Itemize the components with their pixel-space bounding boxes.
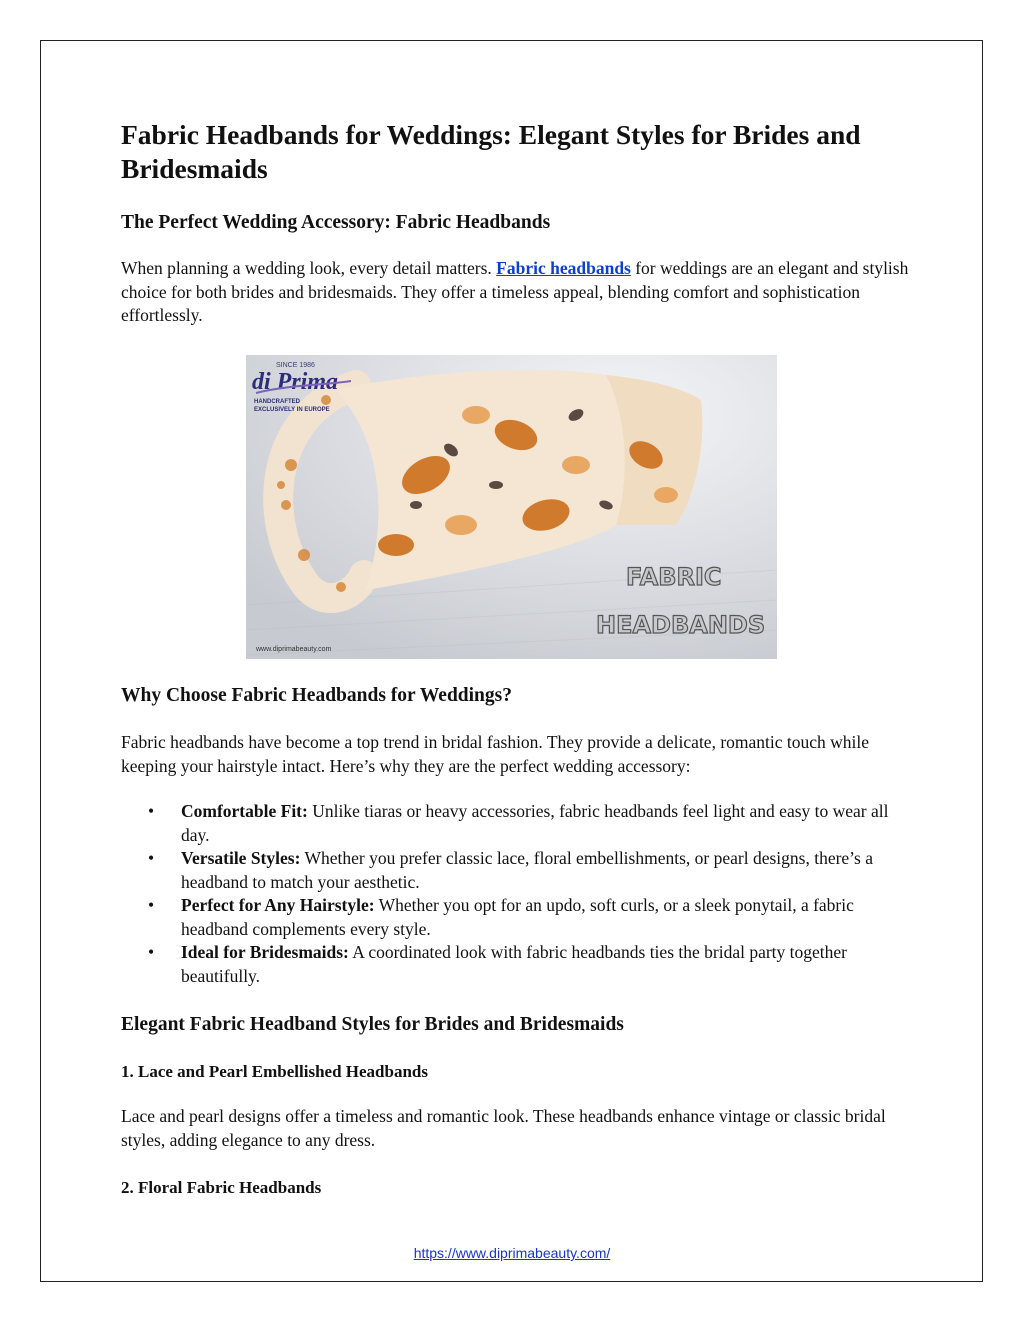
- section2-intro: Fabric headbands have become a top trend in bridal fashion. They provide a delicate, romantic touch while keeping your hairstyle intact. Here’s why they are the perfect wedding accessory:: [121, 732, 870, 776]
- logo-europe-text: EXCLUSIVELY IN EUROPE: [254, 407, 330, 413]
- benefits-list: [121, 800, 911, 988]
- subsection2-heading: 2. Floral Fabric Headbands: [121, 1178, 322, 1197]
- fabric-headbands-link[interactable]: Fabric headbands: [496, 258, 631, 278]
- section3-heading: Elegant Fabric Headband Styles for Brides and Bridesmaids: [121, 1014, 624, 1035]
- section1-heading: The Perfect Wedding Accessory: Fabric Headbands: [121, 212, 551, 233]
- logo-brand-text: di Prima: [252, 369, 339, 395]
- logo-since-text: SINCE 1986: [276, 362, 315, 369]
- list-item: [121, 847, 911, 894]
- document-body: [121, 118, 911, 328]
- section1-text-after: for weddings are an elegant and stylish choice for both brides and bridesmaids. They offer a timeless appeal, blending comfort and sophistication effortlessly.: [121, 258, 909, 325]
- section2-heading: Why Choose Fabric Headbands for Weddings?: [121, 685, 512, 706]
- headband-illustration: [246, 355, 777, 659]
- list-item-label: Ideal for Bridesmaids:: [181, 942, 349, 962]
- list-item-label: Perfect for Any Hairstyle:: [181, 895, 375, 915]
- logo-handcrafted-text: HANDCRAFTED: [254, 399, 300, 405]
- overlay-fabric-text: FABRIC: [626, 563, 722, 591]
- section1-text-before: When planning a wedding look, every detail matters.: [121, 258, 497, 278]
- subsection1-heading: 1. Lace and Pearl Embellished Headbands: [121, 1062, 428, 1081]
- list-item: [121, 941, 911, 988]
- bullet-marker: •: [148, 895, 155, 915]
- list-item: [121, 800, 911, 847]
- list-item-label: Comfortable Fit:: [181, 801, 308, 821]
- bullet-marker: •: [148, 848, 155, 868]
- document-body-continued: [121, 684, 911, 1199]
- list-item-label: Versatile Styles:: [181, 848, 301, 868]
- list-item-text: Whether you prefer classic lace, floral embellishments, or pearl designs, there’s a headband to match your aesthetic.: [181, 848, 873, 892]
- list-item-text: Whether you opt for an updo, soft curls, or a sleek ponytail, a fabric headband complements every style.: [181, 895, 854, 939]
- hero-image: [246, 355, 777, 659]
- overlay-headbands-text: HEADBANDS: [596, 611, 766, 639]
- list-item-text: A coordinated look with fabric headbands ties the bridal party together beautifully.: [181, 942, 847, 986]
- list-item: [121, 894, 911, 941]
- footer-url-link[interactable]: https://www.diprimabeauty.com/: [413, 1245, 611, 1261]
- list-item-text: Unlike tiaras or heavy accessories, fabric headbands feel light and easy to wear all day.: [181, 801, 889, 845]
- bullet-marker: •: [148, 942, 155, 962]
- bullet-marker: •: [148, 801, 155, 821]
- subsection1-text: Lace and pearl designs offer a timeless and romantic look. These headbands enhance vintage or classic bridal styles, adding elegance to any dress.: [121, 1106, 886, 1150]
- section1-paragraph: [121, 257, 911, 328]
- footer: [0, 1245, 1024, 1261]
- image-watermark: www.diprimabeauty.com: [256, 646, 332, 653]
- page-title: Fabric Headbands for Weddings: Elegant Styles for Brides and Bridesmaids: [121, 119, 861, 184]
